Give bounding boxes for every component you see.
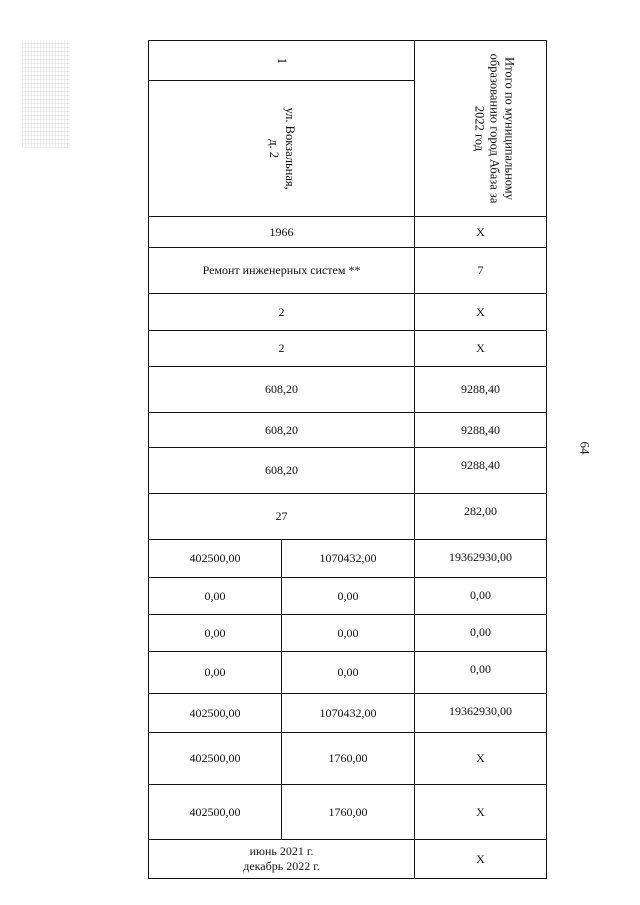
table-cell: 608,20 <box>149 448 415 494</box>
table-cell: 2 <box>149 331 415 367</box>
table-cell: 1760,00 <box>282 785 415 840</box>
table-row <box>149 448 547 494</box>
table-cell: 1966 <box>149 217 415 248</box>
table-cell: 1760,00 <box>282 733 415 785</box>
table-cell: X <box>415 331 547 367</box>
table-cell: 0,00 <box>282 652 415 694</box>
table-cell: 19362930,00 <box>415 540 547 578</box>
period-cell: июнь 2021 г. декабрь 2022 г. <box>149 840 415 879</box>
table-row <box>149 694 547 733</box>
table-row <box>149 217 547 248</box>
table-cell: 0,00 <box>415 652 547 694</box>
table-cell: 7 <box>415 248 547 294</box>
table-cell: X <box>415 294 547 331</box>
table-cell: 9288,40 <box>415 448 547 494</box>
table-row <box>149 840 547 879</box>
table-cell: 402500,00 <box>149 733 282 785</box>
table-cell: 0,00 <box>149 652 282 694</box>
table-cell: 402500,00 <box>149 785 282 840</box>
table-cell: 0,00 <box>415 578 547 615</box>
table-cell: 282,00 <box>415 494 547 540</box>
table-cell: X <box>415 840 547 879</box>
table-cell: 19362930,00 <box>415 694 547 733</box>
table-row <box>149 652 547 694</box>
table-cell: 402500,00 <box>149 540 282 578</box>
table-row <box>149 540 547 578</box>
page-number: 64 <box>577 441 593 455</box>
table-cell: 0,00 <box>149 615 282 652</box>
table-cell: Ремонт инженерных систем ** <box>149 248 415 294</box>
address-cell: ул. Вокзальная, д. 2 <box>149 81 415 217</box>
table-cell: X <box>415 217 547 248</box>
table-cell: 0,00 <box>282 578 415 615</box>
table-row <box>149 413 547 448</box>
table-row <box>149 578 547 615</box>
table-cell: 402500,00 <box>149 694 282 733</box>
table-row <box>149 615 547 652</box>
table-row <box>149 494 547 540</box>
data-table <box>148 40 547 879</box>
table-cell: 1070432,00 <box>282 694 415 733</box>
table-cell: 608,20 <box>149 413 415 448</box>
table-cell: 2 <box>149 294 415 331</box>
table-row <box>149 331 547 367</box>
table-cell: 1070432,00 <box>282 540 415 578</box>
table-cell: 9288,40 <box>415 367 547 413</box>
table-cell: 0,00 <box>282 615 415 652</box>
table-row <box>149 294 547 331</box>
table-row <box>149 248 547 294</box>
total-header-cell: Итого по муниципальному образованию город Абаза за 2022 год <box>415 41 547 217</box>
table-cell: 9288,40 <box>415 413 547 448</box>
table-row <box>149 367 547 413</box>
table-row <box>149 733 547 785</box>
table-row <box>149 41 547 81</box>
table-cell: X <box>415 733 547 785</box>
table-cell: 0,00 <box>149 578 282 615</box>
scanned-stamp-mark <box>22 40 70 148</box>
table-cell: 27 <box>149 494 415 540</box>
table-cell: 0,00 <box>415 615 547 652</box>
column-number-cell: 1 <box>149 41 415 81</box>
table-cell: 608,20 <box>149 367 415 413</box>
table-row <box>149 785 547 840</box>
table-cell: X <box>415 785 547 840</box>
